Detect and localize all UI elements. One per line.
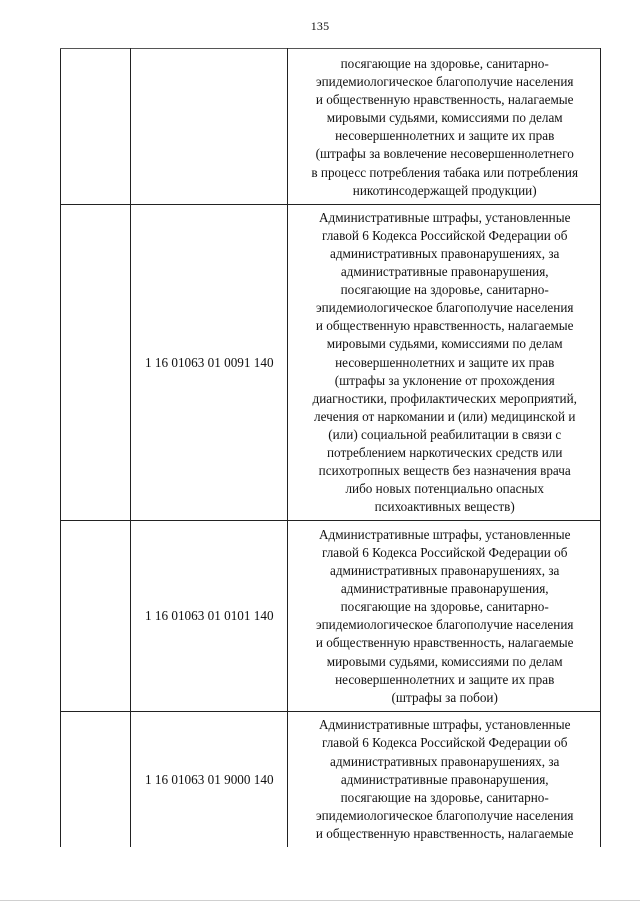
- description-line: эпидемиологическое благополучие населения: [315, 74, 574, 90]
- description-line: посягающие на здоровье, санитарно-: [340, 789, 549, 805]
- description-line: в процесс потребления табака или потребления: [311, 164, 579, 180]
- budget-codes-table: [60, 48, 601, 847]
- description-line: посягающие на здоровье, санитарно-: [340, 56, 549, 71]
- table-row: [61, 204, 601, 521]
- description-cell: [288, 521, 601, 712]
- description-line: мировыми судьями, комиссиями по делам: [326, 110, 563, 126]
- description-line: и общественную нравственность, налагаемые: [315, 825, 574, 841]
- empty-cell: [61, 204, 131, 521]
- description-line: главой 6 Кодекса Российской Федерации об: [321, 227, 568, 243]
- page-number: 135: [310, 19, 330, 33]
- code-cell: [131, 49, 288, 205]
- description-line: и общественную нравственность, налагаемые: [315, 318, 574, 334]
- description-line: потреблением наркотических средств или: [326, 444, 563, 460]
- empty-cell: [61, 521, 131, 712]
- description-line: посягающие на здоровье, санитарно-: [340, 599, 549, 615]
- description-line: Административные штрафы, установленные: [318, 717, 571, 733]
- description-line: и общественную нравственность, налагаемые: [315, 635, 574, 651]
- description-line: административные правонарушения,: [340, 771, 549, 787]
- code-cell: 1 16 01063 01 0091 140: [131, 204, 288, 521]
- description-line: диагностики, профилактических мероприятий,: [312, 390, 577, 406]
- description-line: (штрафы за побои): [391, 689, 498, 705]
- description-line: мировыми судьями, комиссиями по делам: [326, 336, 563, 352]
- description-line: психотропных веществ без назначения врача: [318, 463, 571, 479]
- description-line: эпидемиологическое благополучие населения: [315, 300, 574, 316]
- description-line: главой 6 Кодекса Российской Федерации об: [321, 735, 568, 751]
- description-line: и общественную нравственность, налагаемые: [315, 92, 574, 108]
- description-cell: [288, 204, 601, 521]
- description-line: (штрафы за вовлечение несовершеннолетнего: [315, 146, 574, 162]
- table-row: [61, 49, 601, 205]
- description-line: эпидемиологическое благополучие населения: [315, 807, 574, 823]
- description-line: несовершеннолетних и защите их прав: [335, 354, 555, 370]
- description-line: (штрафы за уклонение от прохождения: [334, 372, 555, 388]
- description-line: несовершеннолетних и защите их прав: [335, 671, 555, 687]
- description-line: несовершеннолетних и защите их прав: [335, 128, 555, 144]
- description-line: никотинсодержащей продукции): [352, 182, 537, 198]
- description-line: эпидемиологическое благополучие населения: [315, 617, 574, 633]
- page-bottom-edge: [0, 900, 640, 901]
- description-line: психоактивных веществ): [374, 499, 515, 515]
- description-line: (или) социальной реабилитации в связи с: [328, 426, 562, 442]
- description-line: либо новых потенциально опасных: [345, 481, 544, 497]
- description-cell: [288, 49, 601, 205]
- description-line: главой 6 Кодекса Российской Федерации об: [321, 544, 568, 560]
- empty-cell: [61, 712, 131, 847]
- table-row: [61, 712, 601, 847]
- description-line: Административные штрафы, установленные: [318, 526, 571, 542]
- description-line: административных правонарушениях, за: [329, 245, 560, 261]
- table-row: [61, 521, 601, 712]
- description-line: административных правонарушениях, за: [329, 563, 560, 579]
- description-line: лечения от наркомании и (или) медицинской и: [314, 408, 576, 424]
- description-line: мировыми судьями, комиссиями по делам: [326, 653, 563, 669]
- description-line: посягающие на здоровье, санитарно-: [340, 282, 549, 298]
- description-line: Административные штрафы, установленные: [318, 209, 571, 225]
- code-cell: 1 16 01063 01 0101 140: [131, 521, 288, 712]
- description-line: административных правонарушениях, за: [329, 753, 560, 769]
- description-line: административные правонарушения,: [340, 264, 549, 280]
- description-line: административные правонарушения,: [340, 581, 549, 597]
- code-cell: 1 16 01063 01 9000 140: [131, 712, 288, 847]
- empty-cell: [61, 49, 131, 205]
- description-cell: [288, 712, 601, 847]
